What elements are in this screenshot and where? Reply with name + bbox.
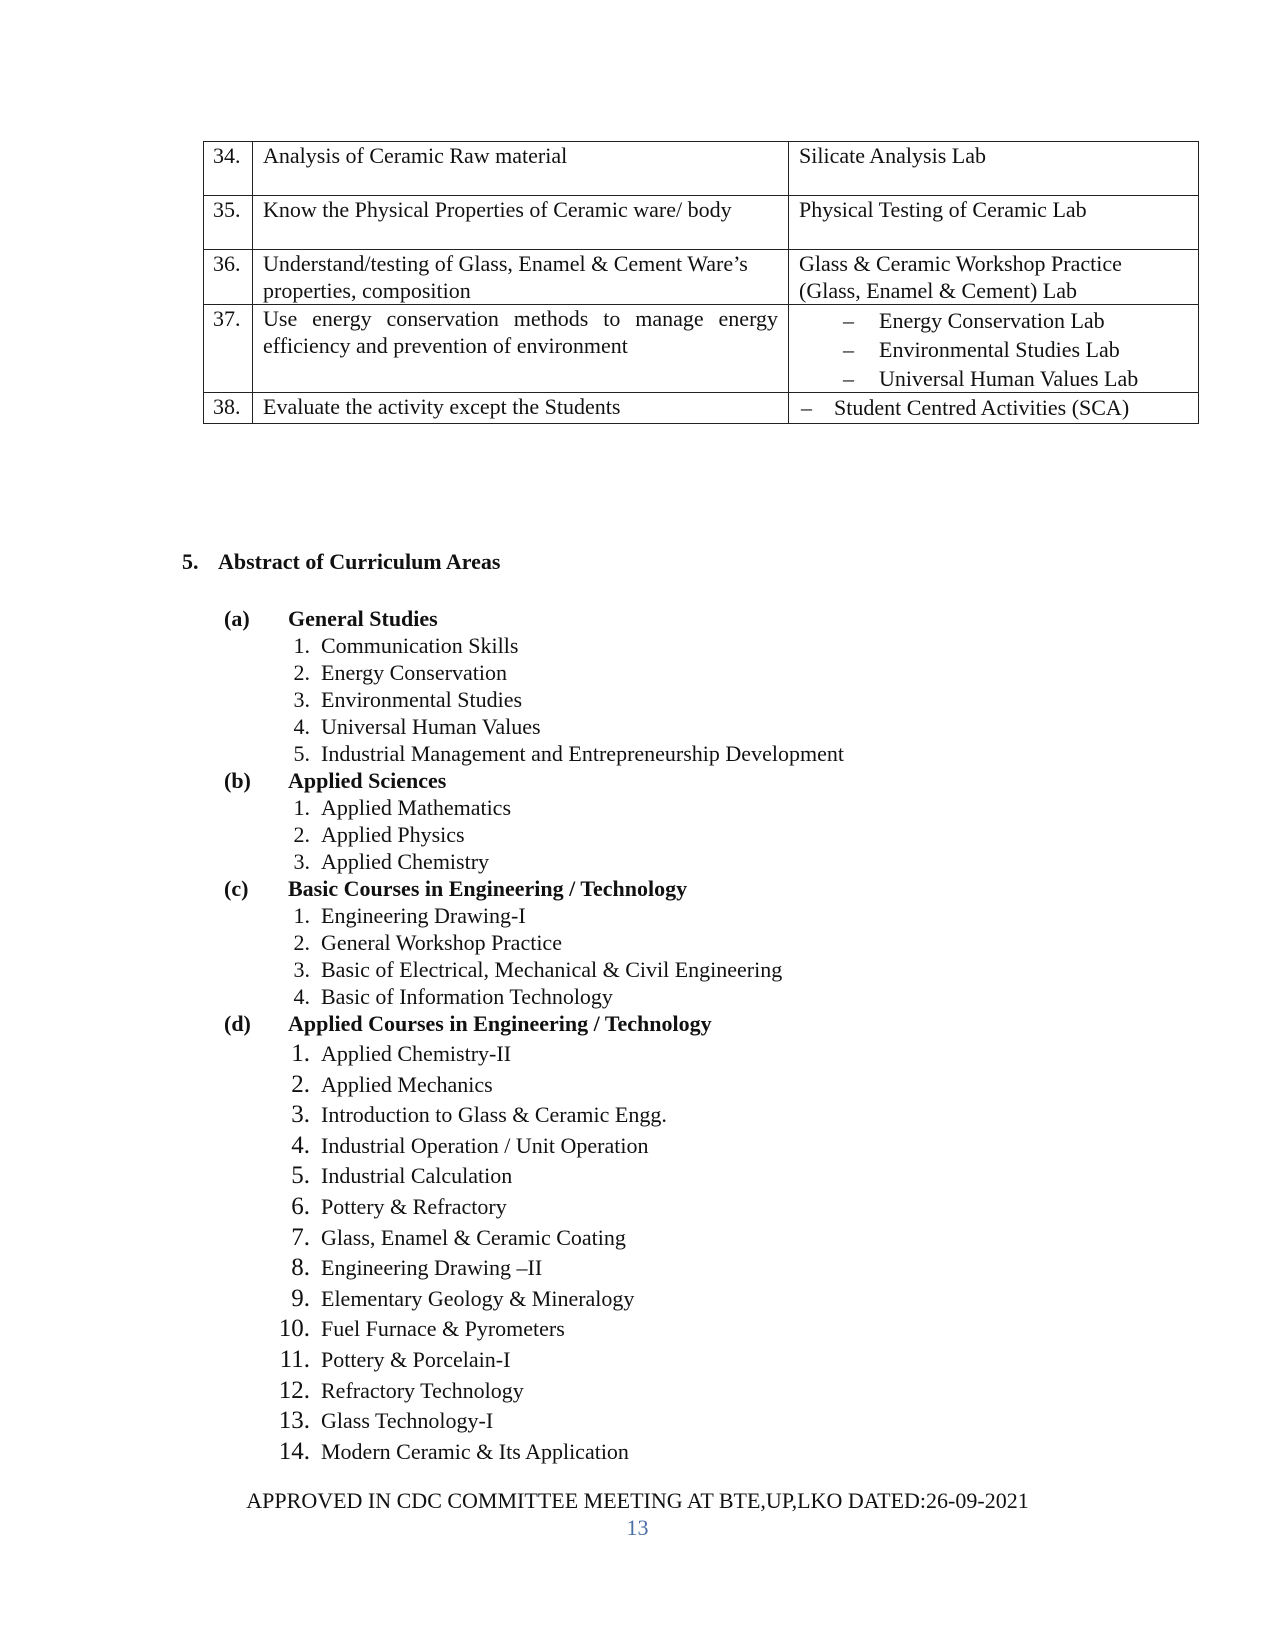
list-item: 1. Communication Skills [293, 633, 519, 658]
list-item: – Universal Human Values Lab [843, 366, 1139, 391]
list-item: 2. Applied Physics [293, 822, 465, 847]
list-item: 5. Industrial Management and Entrepreneurship Development [293, 741, 844, 766]
outcome-cell: Understand/testing of Glass, Enamel & Cement Ware’s properties, composition [253, 250, 789, 305]
course-list [224, 794, 1124, 875]
list-item: 2. General Workshop Practice [293, 930, 562, 955]
outcome-cell: Use energy conservation methods to manage energy efficiency and prevention of environment [253, 305, 789, 393]
lab-list [799, 307, 1188, 392]
list-item: 7. Glass, Enamel & Ceramic Coating [291, 1223, 626, 1251]
area-letter: (b) [224, 768, 251, 793]
row-number: 37. [204, 305, 253, 393]
area-heading [224, 875, 1124, 902]
outcome-cell: Analysis of Ceramic Raw material [253, 142, 789, 196]
area-letter: (d) [224, 1011, 251, 1036]
area-title: Applied Courses in Engineering / Technology [288, 1011, 712, 1036]
course-list [224, 902, 1124, 1010]
outcomes-lab-table [203, 141, 1199, 424]
list-item: 9. Elementary Geology & Mineralogy [291, 1284, 635, 1312]
list-item: 10. Fuel Furnace & Pyrometers [278, 1315, 565, 1343]
list-item: 14. Modern Ceramic & Its Application [278, 1437, 629, 1465]
list-item: 1. Applied Chemistry-II [291, 1040, 512, 1067]
row-number: 34. [204, 142, 253, 196]
table-row [204, 196, 1199, 250]
list-item: 6. Pottery & Refractory [291, 1192, 507, 1220]
row-number: 38. [204, 393, 253, 424]
list-item: 8. Engineering Drawing –II [291, 1254, 543, 1282]
list-item: – Environmental Studies Lab [843, 337, 1120, 362]
list-item: 4. Basic of Information Technology [293, 984, 613, 1009]
lab-cell [789, 393, 1199, 424]
area-heading [224, 767, 1124, 794]
list-item: 1. Engineering Drawing-I [293, 903, 526, 928]
lab-cell [789, 305, 1199, 393]
table-row [204, 250, 1199, 305]
list-item: 5. Industrial Calculation [291, 1162, 513, 1190]
table-row [204, 142, 1199, 196]
area-applied-courses [224, 1010, 1124, 1467]
lab-list [799, 394, 1188, 421]
list-item: 2. Applied Mechanics [291, 1070, 493, 1098]
area-applied-sciences [224, 767, 1124, 875]
table-row [204, 305, 1199, 393]
approval-footer: APPROVED IN CDC COMMITTEE MEETING AT BTE,UP,LKO DATED:26-09-2021 [246, 1488, 1029, 1513]
page-number: 13 [626, 1515, 649, 1540]
lab-cell: Glass & Ceramic Workshop Practice (Glass, Enamel & Cement) Lab [789, 250, 1199, 305]
area-letter: (a) [224, 606, 250, 631]
list-item: 13. Glass Technology-I [278, 1407, 494, 1435]
list-item: 1. Applied Mathematics [293, 795, 512, 820]
section-heading [182, 549, 501, 575]
list-item: – Student Centred Activities (SCA) [801, 395, 1130, 420]
area-title: Applied Sciences [288, 768, 447, 793]
list-item: 12. Refractory Technology [278, 1376, 524, 1404]
section-number: 5. [182, 549, 199, 574]
list-item: 3. Applied Chemistry [293, 849, 490, 874]
list-item: 3. Introduction to Glass & Ceramic Engg. [291, 1101, 667, 1129]
list-item: 3. Basic of Electrical, Mechanical & Civil Engineering [293, 957, 783, 982]
row-number: 35. [204, 196, 253, 250]
area-letter: (c) [224, 876, 249, 901]
area-title: Basic Courses in Engineering / Technology [288, 876, 688, 901]
list-item: 11. Pottery & Porcelain-I [279, 1345, 511, 1373]
outcome-cell: Know the Physical Properties of Ceramic ware/ body [253, 196, 789, 250]
area-title: General Studies [288, 606, 438, 631]
list-item: 4. Universal Human Values [293, 714, 541, 739]
area-general-studies [224, 605, 1124, 767]
list-item: 2. Energy Conservation [293, 660, 507, 685]
list-item: 4. Industrial Operation / Unit Operation [291, 1131, 649, 1159]
curriculum-areas [224, 605, 1124, 1467]
lab-cell: Silicate Analysis Lab [789, 142, 1199, 196]
row-number: 36. [204, 250, 253, 305]
lab-cell: Physical Testing of Ceramic Lab [789, 196, 1199, 250]
area-basic-courses [224, 875, 1124, 1010]
outcome-cell: Evaluate the activity except the Students [253, 393, 789, 424]
course-list [224, 1039, 1124, 1467]
area-heading [224, 605, 1124, 632]
course-list [224, 632, 1124, 767]
area-heading [224, 1010, 1124, 1037]
table-row [204, 393, 1199, 424]
section-title: Abstract of Curriculum Areas [218, 549, 501, 574]
list-item: – Energy Conservation Lab [843, 308, 1105, 333]
list-item: 3. Environmental Studies [293, 687, 523, 712]
